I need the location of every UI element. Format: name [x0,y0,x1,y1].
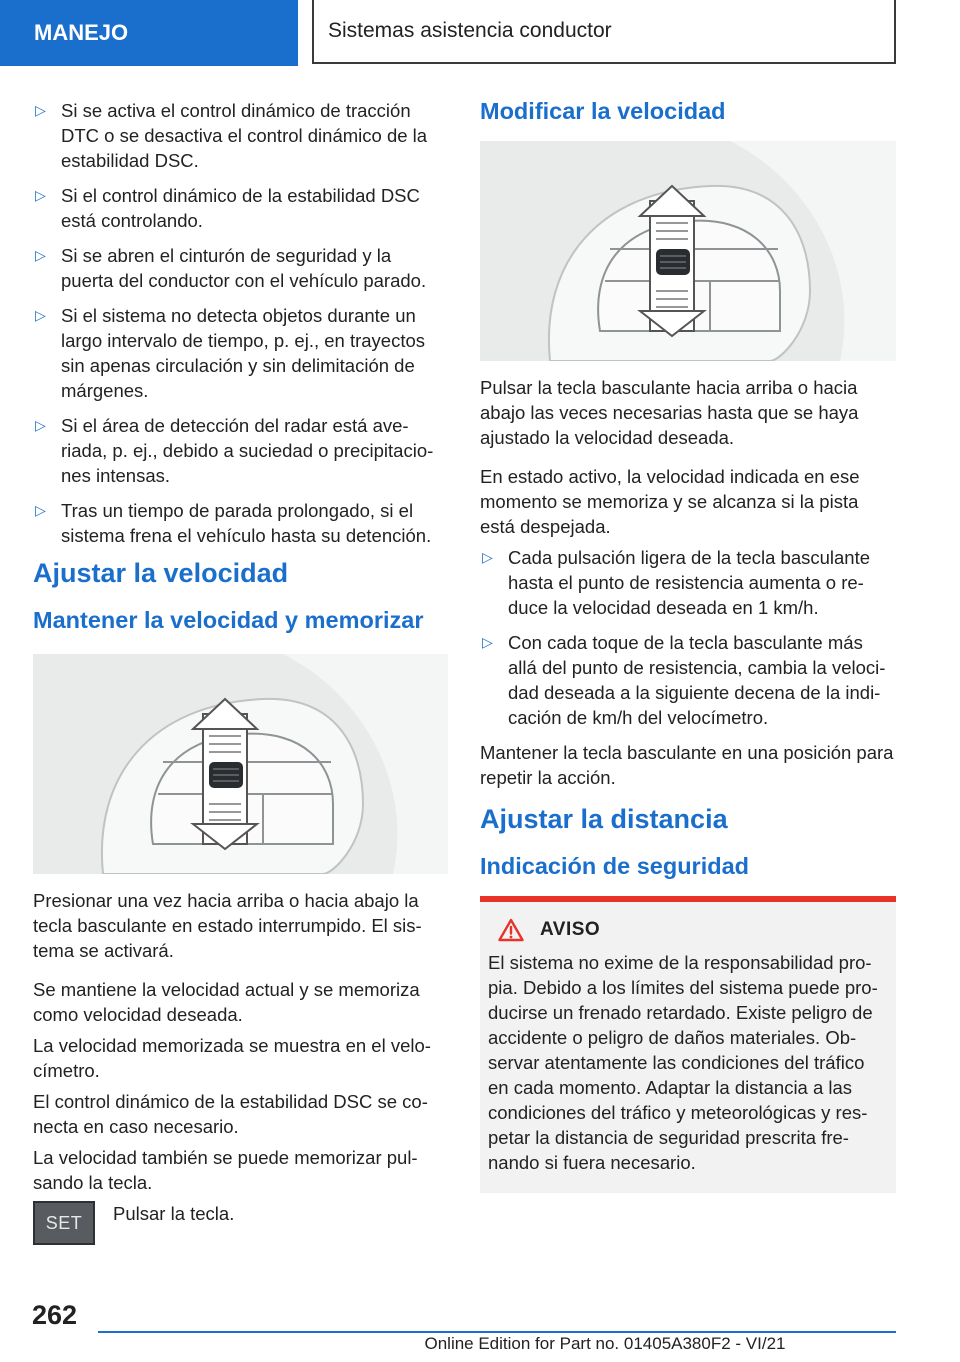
page-number: 262 [32,1300,78,1330]
condition-list [33,98,448,548]
paragraph: Mantener la tecla basculante en una posición para repetir la acción. [480,742,894,788]
footer-edition: Online Edition for Part no. 01405A380F2 - VI/21 [424,1334,786,1353]
set-key-icon: SET [33,1201,95,1245]
set-key-instruction [33,1201,448,1245]
subsection-heading: Indicación de seguridad [480,853,749,879]
list-item: ▷ Si se abren el cinturón de seguridad y la puerta del conductor con el vehículo parado. [35,245,427,291]
section-heading: Ajustar la velocidad [33,558,289,588]
list-item: ▷ Tras un tiempo de parada prolongado, si el sistema frena el vehículo hasta su detención. [35,500,432,546]
paragraph: En estado activo, la velocidad indicada en ese momento se memoriza y se alcanza si la pista está despejada. [480,466,860,537]
speed-change-list [480,545,896,730]
triangle-bullet-icon: ▷ [35,247,46,263]
warning-box [480,896,896,1193]
warning-triangle-icon [498,918,524,942]
list-item: ▷ Si el área de detección del radar está ave-riada, p. ej., debido a suciedad o precipitacio-nes intensas. [35,415,434,486]
left-column [33,98,448,1245]
set-key-text: Pulsar la tecla. [113,1203,235,1224]
steering-wheel-rocker-image [480,141,896,361]
paragraph: La velocidad memorizada se muestra en el velo-címetro. [33,1035,431,1081]
chapter-title: MANEJO [34,20,129,45]
steering-wheel-rocker-image [33,654,448,874]
triangle-bullet-icon: ▷ [35,307,46,323]
list-item: ▷ Si el control dinámico de la estabilidad DSC está controlando. [35,185,420,231]
list-item: ▷ Con cada toque de la tecla basculante más allá del punto de resistencia, cambia la veloci-dad deseada a la siguiente decena de la indi-cación de km/h del velocímetro. [482,632,886,728]
footer-divider [98,1331,896,1333]
subsection-heading: Mantener la velocidad y memorizar [33,607,424,633]
paragraph: El control dinámico de la estabilidad DSC se co-necta en caso necesario. [33,1091,428,1137]
triangle-bullet-icon: ▷ [35,187,46,203]
paragraph: Presionar una vez hacia arriba o hacia abajo la tecla basculante en estado interrumpido. El sis-tema se activará. [33,890,422,961]
triangle-bullet-icon: ▷ [482,549,493,565]
triangle-bullet-icon: ▷ [35,417,46,433]
list-item: ▷ Cada pulsación ligera de la tecla basculante hasta el punto de resistencia aumenta o re-duce la velocidad deseada en 1 km/h. [482,547,871,618]
warning-text: El sistema no exime de la responsabilidad pro-pia. Debido a los límites del sistema puede pro-ducirse un frenado retardado. Existe peligro de accidente o peligro de daños materiales. Ob-servar atentamente las condiciones del tráfico en cada momento. Adaptar la distancia a las condiciones del tráfico y meteorológicas y res-petar la distancia de seguridad prescrita fre-nando si fuera necesario. [488,952,878,1173]
section-title: Sistemas asistencia conductor [328,19,612,42]
right-column [480,98,896,1193]
warning-label: AVISO [540,919,601,940]
section-heading: Ajustar la distancia [480,804,728,834]
warning-header [498,918,888,942]
paragraph: La velocidad también se puede memorizar pul-sando la tecla. [33,1147,418,1193]
list-item: ▷ Si se activa el control dinámico de tracción DTC o se desactiva el control dinámico de la estabilidad DSC. [35,100,428,171]
section-heading: Modificar la velocidad [480,98,726,124]
list-item: ▷ Si el sistema no detecta objetos durante un largo intervalo de tiempo, p. ej., en trayectos sin apenas circulación y sin delimitación de márgenes. [35,305,426,401]
triangle-bullet-icon: ▷ [35,102,46,118]
triangle-bullet-icon: ▷ [482,634,493,650]
paragraph: Se mantiene la velocidad actual y se memoriza como velocidad deseada. [33,979,420,1025]
triangle-bullet-icon: ▷ [35,502,46,518]
paragraph: Pulsar la tecla basculante hacia arriba o hacia abajo las veces necesarias hasta que se haya ajustado la velocidad deseada. [480,377,859,448]
section-header [312,0,896,64]
chapter-tab [0,0,298,66]
